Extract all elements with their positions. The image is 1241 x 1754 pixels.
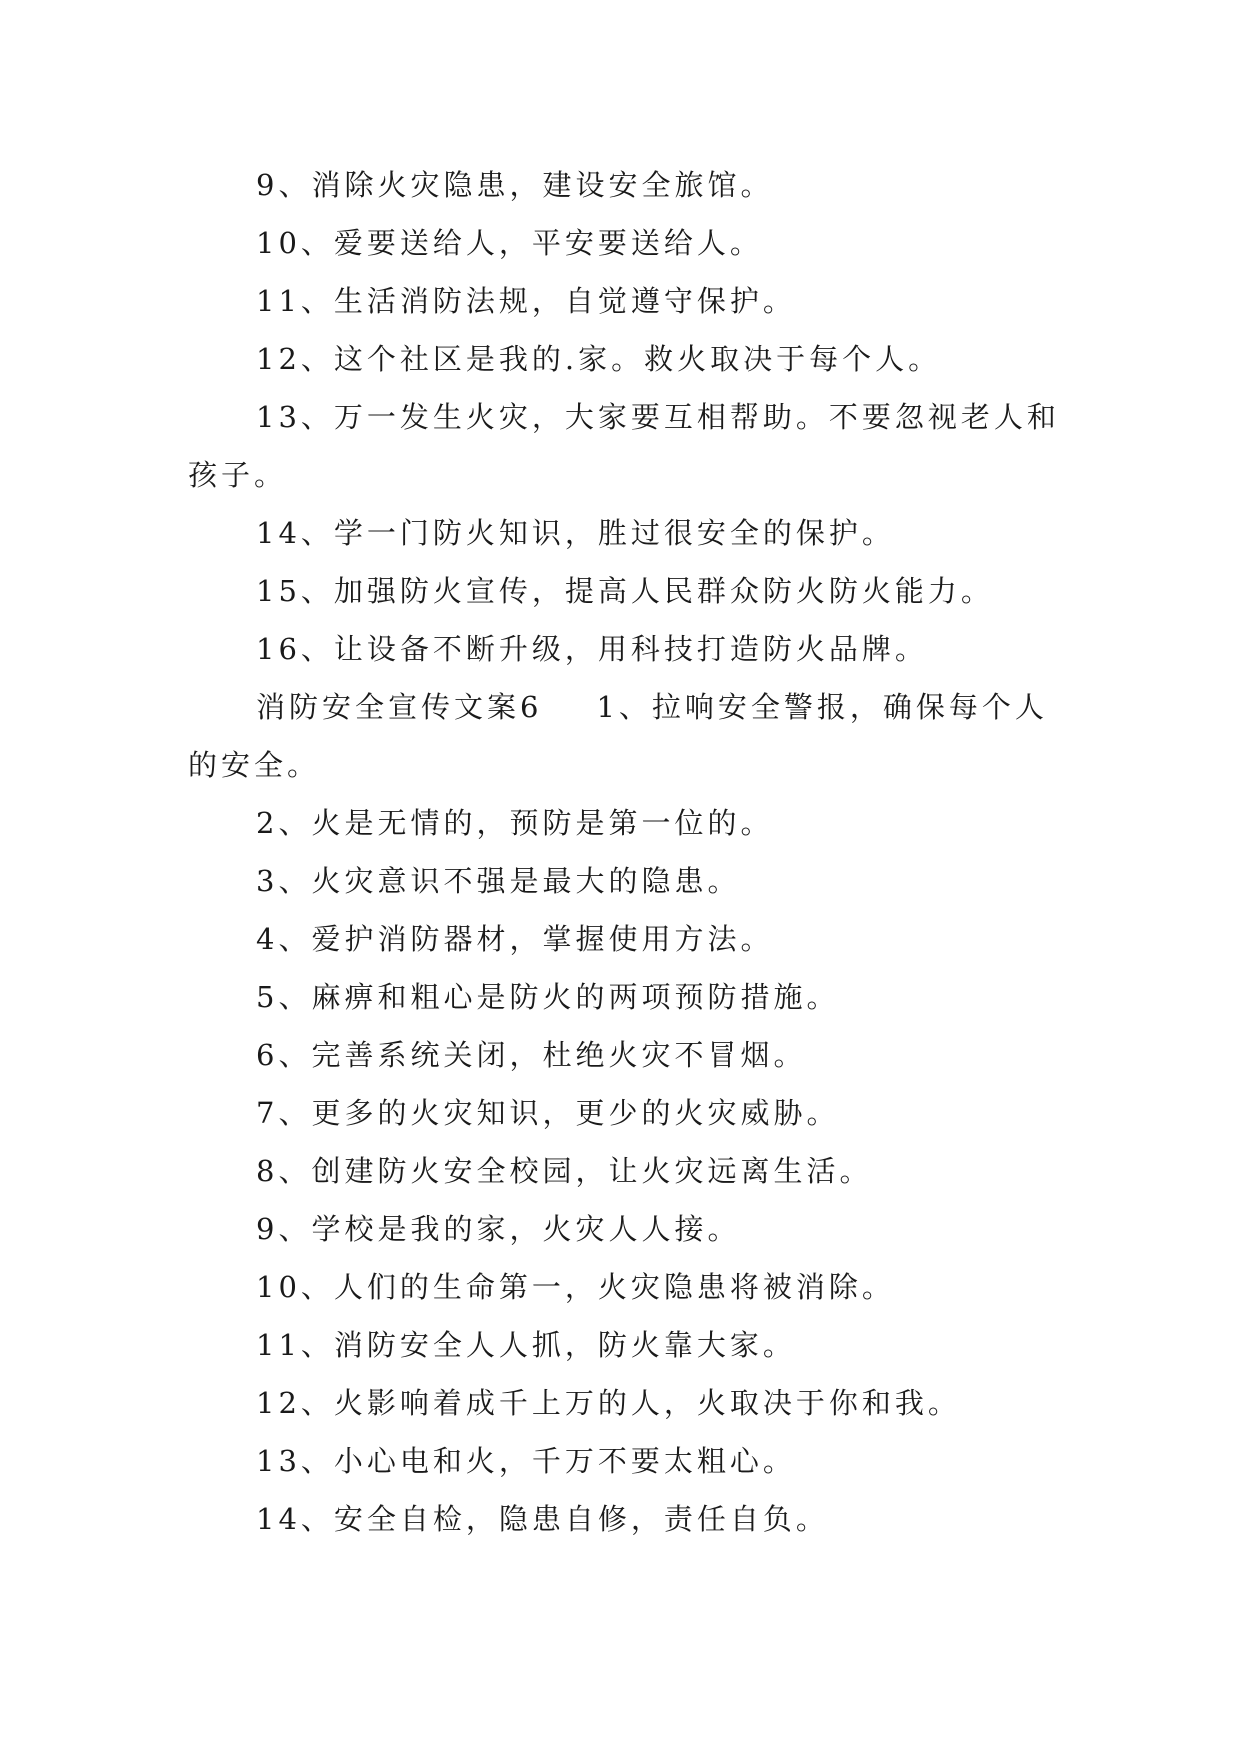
list-item: 13、小心电和火，千万不要太粗心。	[256, 1444, 796, 1478]
list-item: 3、火灾意识不强是最大的隐患。	[256, 864, 741, 898]
document-body	[188, 156, 1068, 1548]
list-item: 1、拉响安全警报，确保每个人的安全。	[188, 690, 1048, 782]
list-item: 2、火是无情的，预防是第一位的。	[256, 806, 774, 840]
list-item: 14、安全自检，隐患自修，责任自负。	[256, 1502, 829, 1536]
list-item: 8、创建防火安全校园，让火灾远离生活。	[256, 1154, 873, 1188]
list-item: 5、麻痹和粗心是防火的两项预防措施。	[256, 980, 840, 1014]
list-item: 11、生活消防法规，自觉遵守保护。	[256, 284, 796, 318]
list-item: 16、让设备不断升级，用科技打造防火品牌。	[256, 632, 928, 666]
list-item: 7、更多的火灾知识，更少的火灾威胁。	[256, 1096, 840, 1130]
list-item: 14、学一门防火知识，胜过很安全的保护。	[256, 516, 895, 550]
list-item: 6、完善系统关闭，杜绝火灾不冒烟。	[256, 1038, 807, 1072]
list-item: 12、这个社区是我的.家。救火取决于每个人。	[256, 342, 942, 376]
list-item: 10、爱要送给人，平安要送给人。	[256, 226, 763, 260]
list-item: 9、消除火灾隐患，建设安全旅馆。	[256, 168, 774, 202]
list-item: 13、万一发生火灾，大家要互相帮助。不要忽视老人和孩子。	[188, 400, 1060, 492]
list-item: 9、学校是我的家，火灾人人接。	[256, 1212, 741, 1246]
list-item: 10、人们的生命第一，火灾隐患将被消除。	[256, 1270, 895, 1304]
list-item: 15、加强防火宣传，提高人民群众防火防火能力。	[256, 574, 994, 608]
list-item: 12、火影响着成千上万的人，火取决于你和我。	[256, 1386, 961, 1420]
section-paragraph	[188, 678, 1068, 794]
section-heading: 消防安全宣传文案6	[256, 690, 543, 724]
list-item: 11、消防安全人人抓，防火靠大家。	[256, 1328, 796, 1362]
list-item: 4、爱护消防器材，掌握使用方法。	[256, 922, 774, 956]
